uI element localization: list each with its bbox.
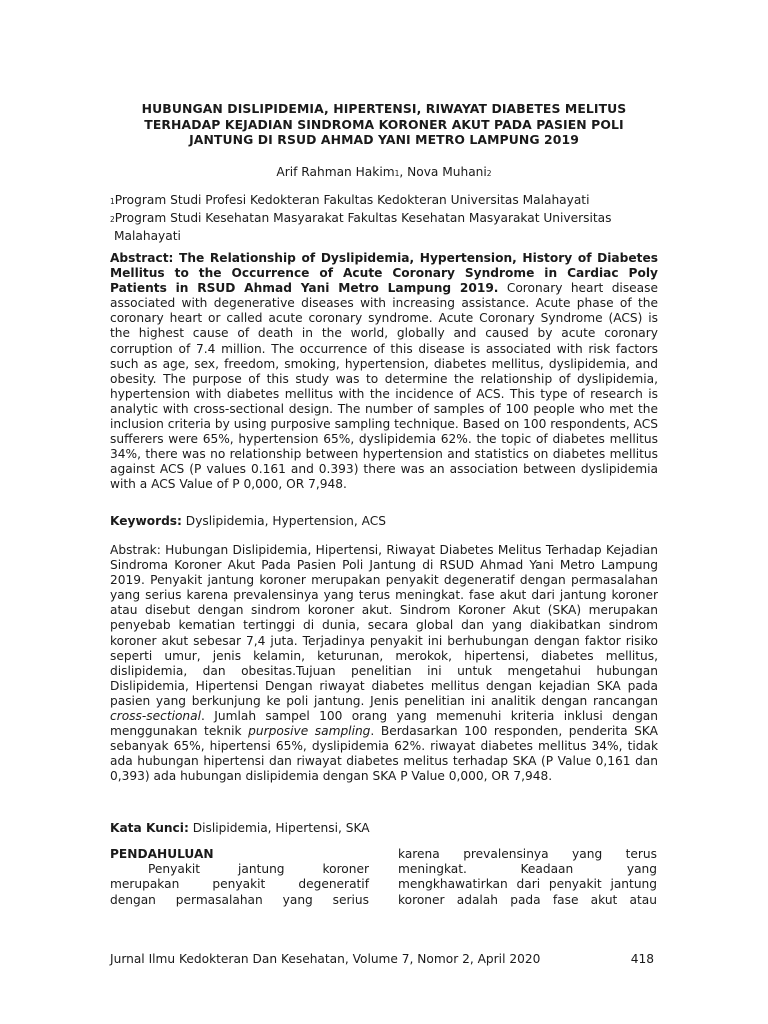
title-line: TERHADAP KEJADIAN SINDROMA KORONER AKUT PADA PASIEN POLI	[144, 116, 624, 132]
body-line: koroner adalah pada fase akut atau	[398, 892, 657, 907]
keywords-text: Dyslipidemia, Hypertension, ACS	[181, 514, 387, 528]
keywords-english	[110, 514, 658, 529]
affiliation-continuation: Malahayati	[114, 229, 181, 244]
paper-title	[100, 101, 668, 148]
affiliation-item	[110, 210, 660, 228]
abstract-indonesian-text: Abstrak: Hubungan Dislipidemia, Hipertensi, Riwayat Diabetes Melitus Terhadap Kejadian Sindroma Koroner Akut Pada Pasien Poli Jantung di RSUD Ahmad Yani Metro Lampung 2019. Penyakit jantung koroner merupakan penyakit degeneratif dengan permasalahan yang serius karena prevalensinya yang terus meningkat. fase akut dari jantung koroner atau disebut dengan sindrom koroner akut. Sindrom Koroner Akut (SKA) merupakan penyebab kematian tertinggi di dunia, secara global dan yang diakibatkan sindrom koroner akut sebesar 7,4 juta. Terjadinya penyakit ini berhubungan dengan faktor risiko seperti umur, jenis kelamin, keturunan, merokok, hipertensi, diabetes mellitus, dislipidemia, dan obesitas.Tujuan penelitian ini untuk mengetahui hubungan Dislipidemia, Hipertensi Dengan riwayat diabetes mellitus dengan kejadian SKA pada pasien yang berkunjung ke poli jantung. Jenis penelitian ini analitik dengan rancangan	[110, 543, 658, 708]
abstract-indonesian	[110, 543, 658, 785]
keywords-label: Keywords:	[110, 514, 182, 528]
affiliation-number: 1	[110, 197, 115, 206]
intro-column-left	[110, 847, 369, 908]
abstract-english-body: Coronary heart disease associated with degenerative diseases with increasing assistance. Acute phase of the coronary heart or called acute coronary syndrome. Acute Coronary Syndrome (ACS) is the highest cause of death in the world, globally and caused by acute coronary corruption of 7.4 million. The occurrence of this disease is associated with risk factors such as age, sex, freedom, smoking, hypertension, diabetes mellitus, dyslipidemia, and obesity. The purpose of this study was to determine the relationship of dyslipidemia, hypertension with diabetes mellitus with the incidence of ACS. This type of research is analytic with cross-sectional design. The number of samples of 100 people who met the inclusion criteria by using purposive sampling technique. Based on 100 respondents, ACS sufferers were 65%, hypertension 65%, dyslipidemia 62%. the topic of diabetes mellitus 34%, there was no relationship between hypertension and statistics on diabetes mellitus against ACS (P values 0.161 and 0.393) there was an association between dyslipidemia with a ACS Value of P 0,000, OR 7,948.	[110, 281, 658, 492]
kata-kunci-text: Dislipidemia, Hipertensi, SKA	[188, 821, 370, 835]
keywords-indonesian	[110, 821, 658, 836]
author-separator: ,	[399, 165, 408, 179]
abstract-indonesian-text: . Jumlah sampel 100 orang yang memenuhi kriteria inklusi dengan menggunakan teknik	[110, 709, 658, 739]
body-line: karena prevalensinya yang terus	[398, 847, 657, 861]
affiliation-text: Program Studi Kesehatan Masyarakat Fakultas Kesehatan Masyarakat Universitas	[114, 211, 612, 226]
abstract-english-title: Abstract: The Relationship of Dyslipidemia, Hypertension, History of Diabetes Mellitus to the Occurrence of Acute Coronary Syndrome in Cardiac Poly Patients in RSUD Ahmad Yani Metro Lampung 2019.	[110, 251, 658, 296]
body-line: Penyakit jantung koroner	[148, 862, 369, 877]
body-line: meningkat. Keadaan yang	[398, 862, 657, 877]
affiliation-list	[110, 192, 660, 245]
page-number: 418	[630, 952, 654, 966]
abstract-indonesian-italic: cross-sectional	[110, 709, 202, 724]
author-name: Nova Muhani	[407, 165, 487, 179]
title-line: HUBUNGAN DISLIPIDEMIA, HIPERTENSI, RIWAYAT DIABETES MELITUS	[141, 101, 627, 116]
kata-kunci-label: Kata Kunci:	[110, 821, 189, 835]
abstract-indonesian-text: . Berdasarkan 100 responden, penderita SKA sebanyak 65%, hipertensi 65%, dyslipidemia 62%. riwayat diabetes mellitus 34%, tidak ada hubungan hipertensi dan riwayat diabetes melitus terhadap SKA (P Value 0,161 dan 0,393) ada hubungan dislipidemia dengan SKA P Value 0,000, OR 7,948.	[110, 724, 658, 784]
affiliation-item	[110, 192, 660, 210]
body-line: dengan permasalahan yang serius	[110, 892, 369, 907]
section-heading: PENDAHULUAN	[110, 847, 214, 861]
intro-column-right	[398, 847, 657, 908]
body-line: merupakan penyakit degeneratif	[110, 877, 369, 892]
body-line: mengkhawatirkan dari penyakit jantung	[398, 877, 657, 892]
author-name: Arif Rahman Hakim	[276, 165, 395, 179]
author-affiliation-mark: 1	[394, 169, 400, 178]
affiliation-text: Program Studi Profesi Kedokteran Fakultas Kedokteran Universitas Malahayati	[114, 193, 590, 207]
title-line: JANTUNG DI RSUD AHMAD YANI METRO LAMPUNG 2019	[189, 132, 579, 147]
abstract-english	[110, 251, 658, 493]
author-affiliation-mark: 2	[486, 169, 492, 178]
author-list	[0, 164, 768, 182]
abstract-indonesian-italic: purposive sampling	[248, 724, 371, 739]
affiliation-number: 2	[110, 215, 115, 225]
journal-name: Jurnal Ilmu Kedokteran Dan Kesehatan, Volume 7, Nomor 2, April 2020	[110, 952, 541, 966]
